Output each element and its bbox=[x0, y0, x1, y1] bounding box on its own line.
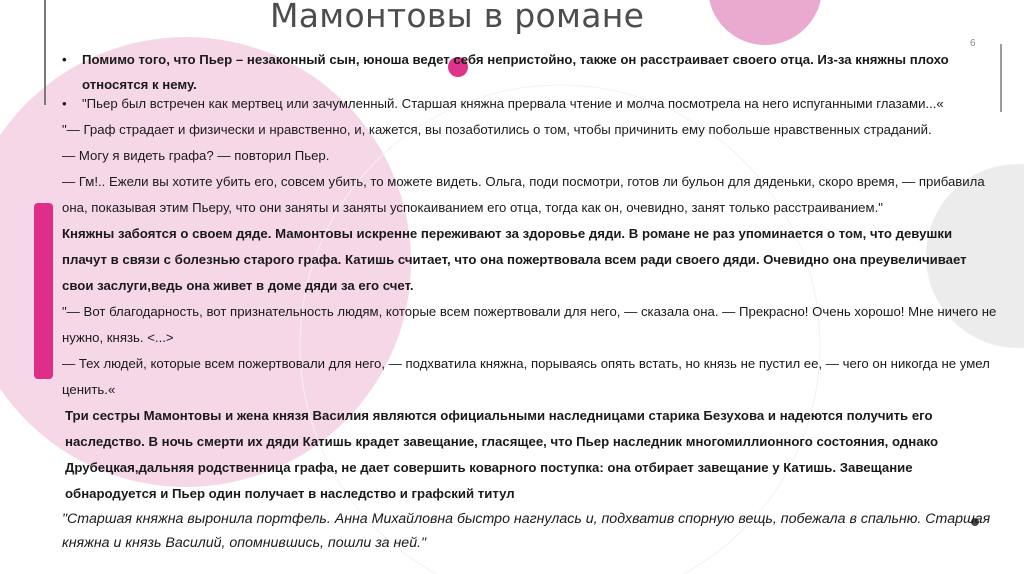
quote-line: — Тех людей, которые всем пожертвовали для него, — подхватила княжна, порываясь опять встать, но князь не пустил ее, — чего он никогда не умел ценить.« bbox=[62, 356, 990, 397]
quote-line: — Могу я видеть графа? — повторил Пьер. bbox=[62, 148, 330, 163]
commentary-paragraph: Три сестры Мамонтовы и жена князя Василия являются официальными наследницами старика Безухова и надеются получить его наследство. В ночь смерти их дяди Катишь крадет завещание, гласящее, что Пьер наследник многомиллионного состояния, однако Друбецкая,дальняя родственница графа, не дает совершить коварного поступка: она отбирает завещание у Катишь. Завещание обнародуется и Пьер один получает в наследство и графский титул bbox=[65, 408, 939, 501]
commentary-paragraph: Княжны забоятся о своем дяде. Мамонтовы искренне переживают за здоровье дяди. В романе не раз упоминается о том, что девушки плачут в связи с болезнью старого графа. Катишь считает, что она пожертвовала всем ради своего дяди. Очевидно она преувеличивает свои заслуги,ведь она живет в доме дяди за его счет. bbox=[62, 226, 967, 293]
quote-line: — Гм!.. Ежели вы хотите убить его, совсем убить, то можете видеть. Ольга, поди посмотри, готов ли бульон для дяденьки, скоро время, — прибавила она, показывая этим Пьеру, что они заняты и заняты успокаиванием его отца, тогда как он, очевидно, занят только расстраиванием." bbox=[62, 174, 985, 215]
italic-quote: "Старшая княжна выронила портфель. Анна Михайловна быстро нагнулась и, подхватив спорную вещь, побежала в спальню. Старшая княжна и князь Василий, опомнившись, пошли за ней." bbox=[62, 511, 991, 551]
slide-title: Мамонтовы в романе bbox=[270, 0, 645, 35]
quote-line: "— Вот благодарность, вот признательность людям, которые всем пожертвовали для него, — сказала она. — Прекрасно! Очень хорошо! Мне ничего не нужно, князь. <...> bbox=[62, 304, 997, 345]
bullet-quote: • "Пьер был встречен как мертвец или зачумленный. Старшая княжна прервала чтение и молча посмотрела на него испуганными глазами...« bbox=[62, 91, 998, 117]
slide-content bbox=[62, 47, 998, 555]
pink-circle-top-right bbox=[708, 0, 822, 45]
quote-line: "— Граф страдает и физически и нравственно, и, кажется, вы позаботились о том, чтобы причинить ему побольше нравственных страданий. bbox=[62, 122, 932, 137]
bullet-paragraph: • Помимо того, что Пьер – незаконный сын, юноша ведет себя непристойно, также он расстраивает своего отца. Из-за княжны плохо относятся к нему. bbox=[62, 47, 998, 97]
magenta-vertical-bar bbox=[34, 203, 53, 379]
page-number: 6 bbox=[970, 38, 976, 49]
